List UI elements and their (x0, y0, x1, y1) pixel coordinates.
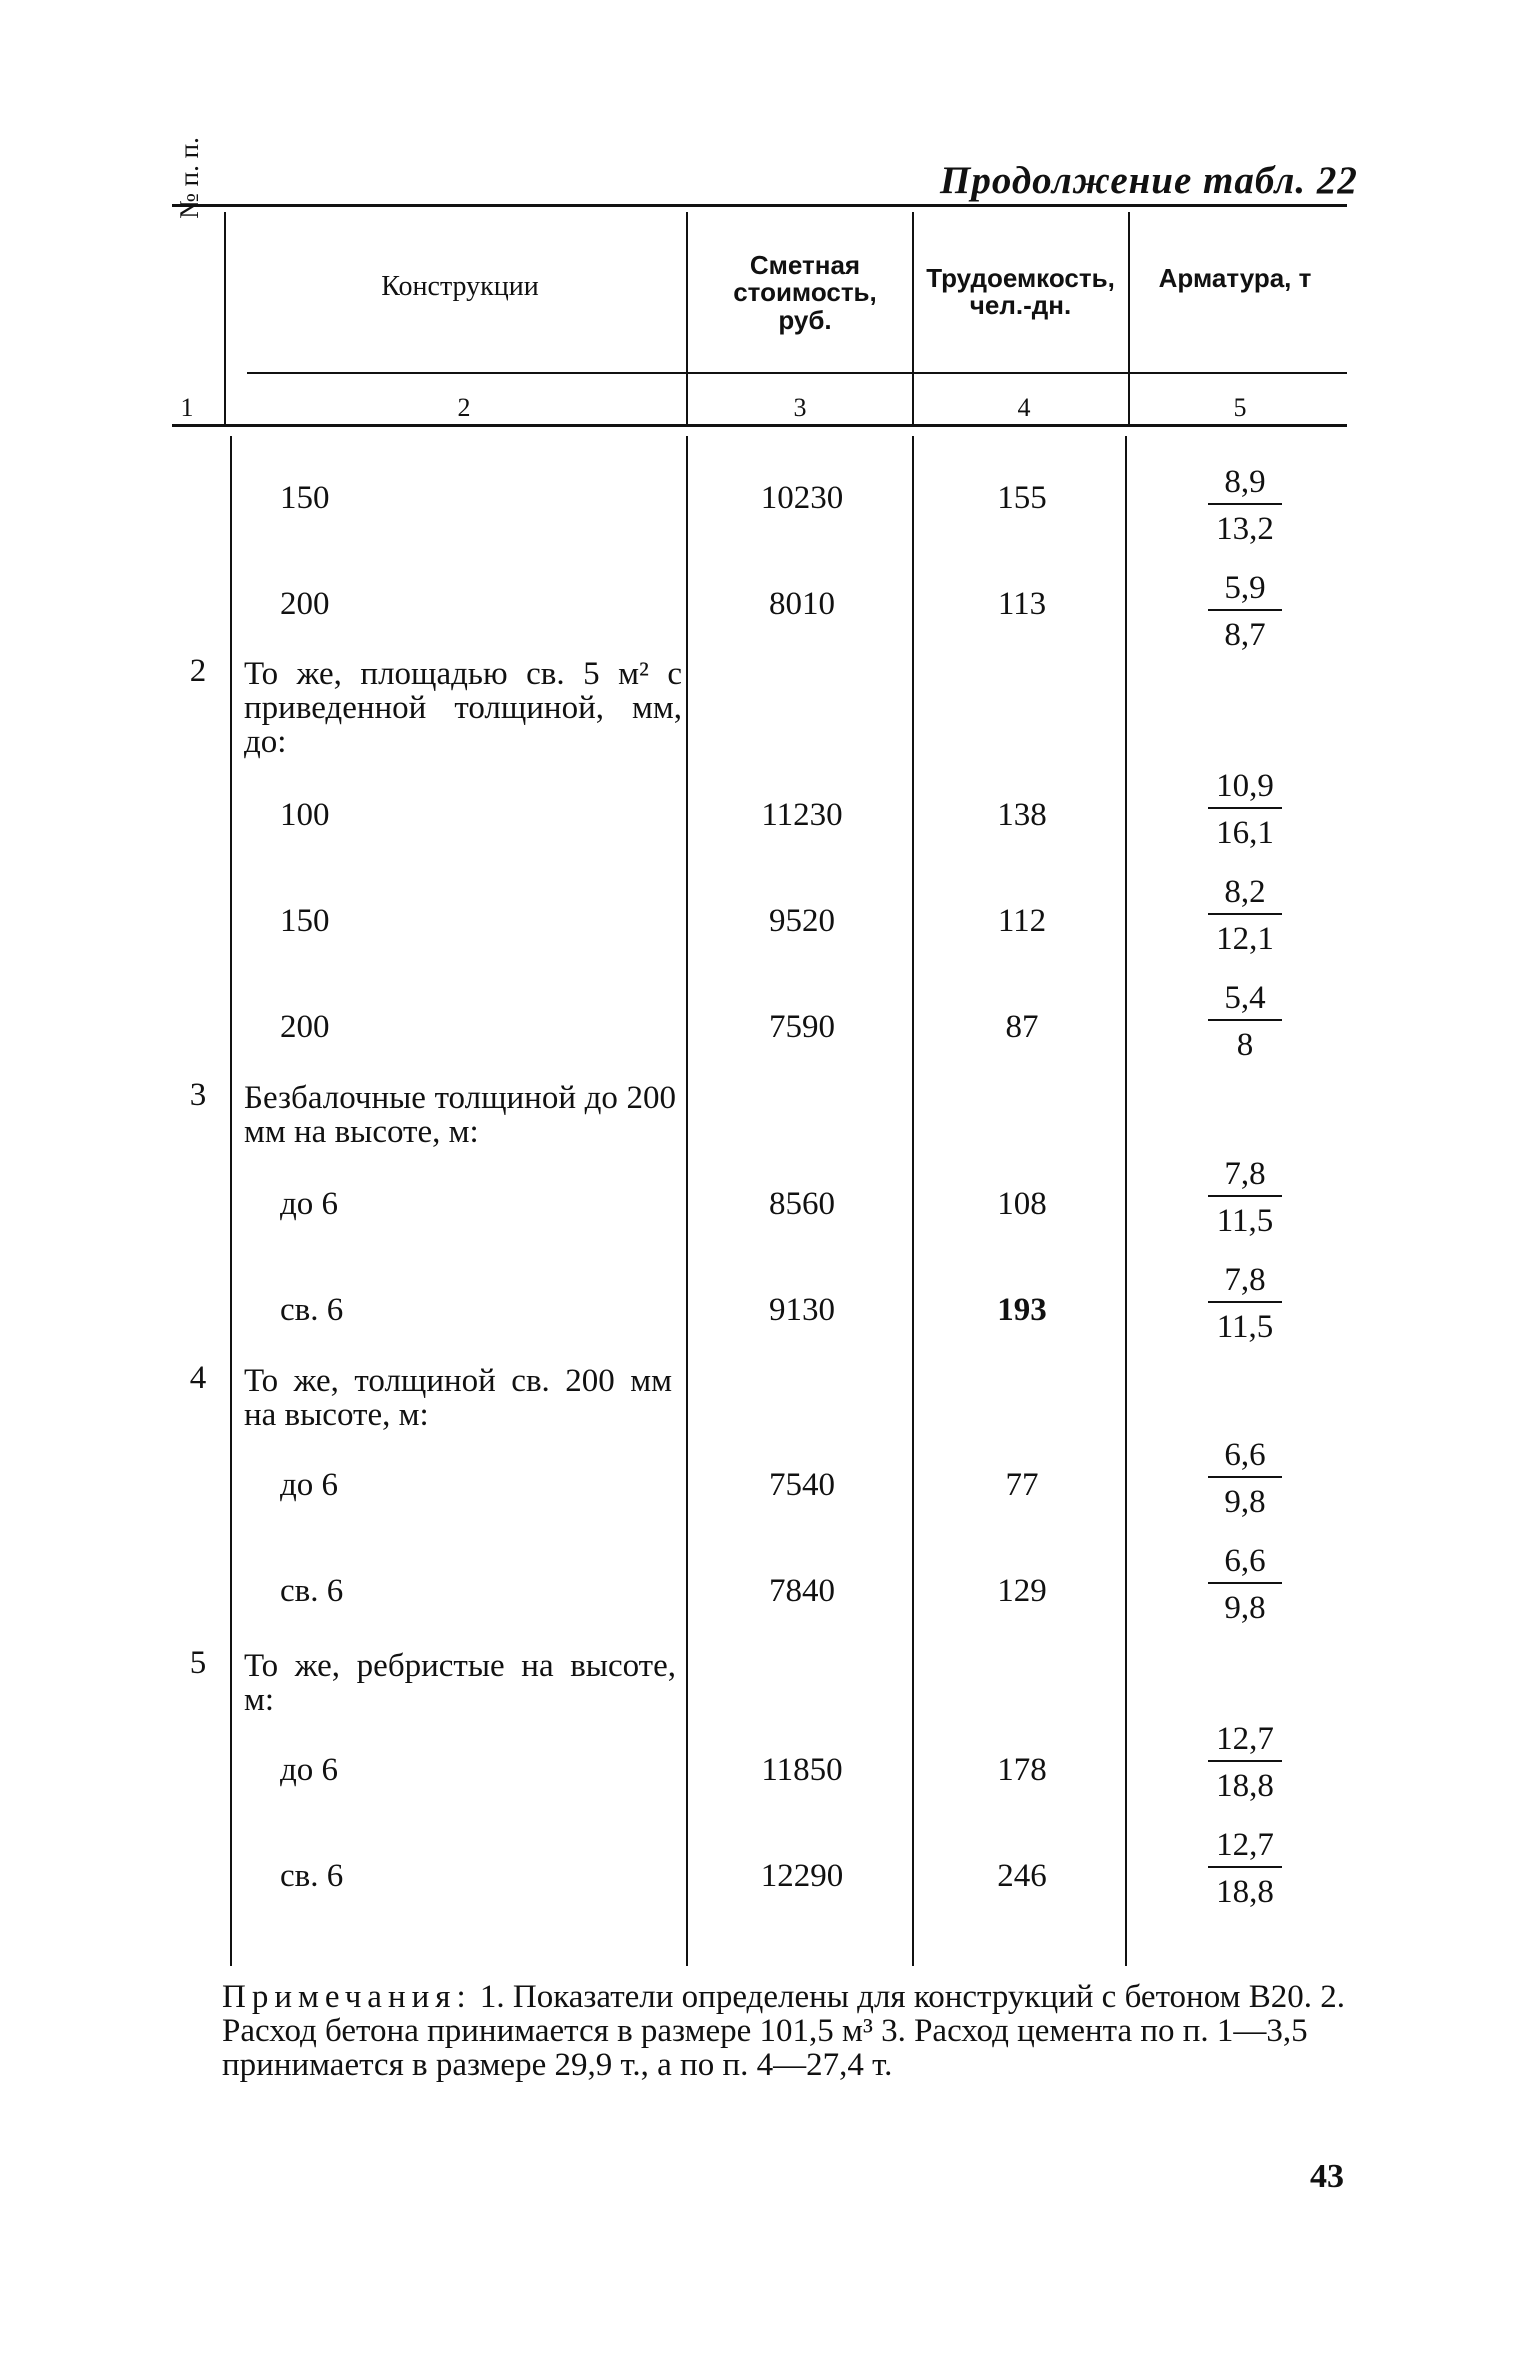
body-divider-3 (912, 436, 914, 1966)
rebar-denominator: 11,5 (1216, 1309, 1274, 1345)
rebar-fraction (1170, 1540, 1320, 1632)
rebar-fraction (1170, 461, 1320, 553)
cost-value: 7540 (769, 1467, 835, 1503)
labor-value: 178 (997, 1752, 1047, 1788)
group-description: То же, толщиной св. 200 мм на высоте, м: (244, 1363, 672, 1433)
labor-value: 77 (1005, 1467, 1039, 1503)
notes-text: 1. Показатели определены для конструкций с бетоном В20. 2. Расход бетона принимается в размере 101,5 м³ 3. Расход цемента по п. 1—3,5 принимается в размере 29,9 т., а по п. 4—27,4 т. (222, 1979, 1345, 2083)
rebar-numerator: 8,2 (1208, 871, 1282, 915)
rebar-fraction (1170, 1259, 1320, 1351)
rebar-numerator: 12,7 (1208, 1718, 1282, 1762)
rebar-fraction (1170, 1718, 1320, 1810)
rebar-denominator: 8 (1236, 1027, 1254, 1063)
table-continuation-title: Продолжение табл. 22 (940, 159, 1358, 202)
cost-value: 7590 (769, 1009, 835, 1045)
cost-value: 8560 (769, 1186, 835, 1222)
header-row-number: № п. п. (174, 137, 204, 219)
labor-value: 108 (997, 1186, 1047, 1222)
rebar-numerator: 7,8 (1208, 1259, 1282, 1303)
rebar-fraction (1170, 567, 1320, 659)
row-label: 200 (280, 586, 330, 622)
rebar-fraction (1170, 765, 1320, 857)
cost-value: 10230 (760, 480, 844, 516)
rebar-denominator: 13,2 (1216, 511, 1274, 547)
labor-value: 113 (997, 586, 1047, 622)
column-number: 1 (180, 393, 194, 422)
rebar-fraction (1170, 977, 1320, 1069)
cost-value: 11230 (761, 797, 843, 833)
labor-value: 112 (997, 903, 1047, 939)
row-label: до 6 (280, 1186, 339, 1222)
group-number: 5 (189, 1645, 207, 1681)
header-divider-2 (686, 212, 688, 424)
row-label: 100 (280, 797, 330, 833)
header-divider-1 (224, 212, 226, 424)
row-label: до 6 (280, 1467, 339, 1503)
rebar-denominator: 9,8 (1224, 1484, 1266, 1520)
row-label: 150 (280, 903, 330, 939)
table-notes (222, 1980, 1354, 2082)
rebar-numerator: 10,9 (1208, 765, 1282, 809)
group-description: То же, площадью св. 5 м² с приведенной толщиной, мм, до: (244, 656, 682, 760)
group-number: 3 (189, 1077, 207, 1113)
header-cost: Сметная стоимость, руб. (733, 250, 877, 335)
cost-value: 12290 (760, 1858, 844, 1894)
notes-heading: Примечания: (222, 1979, 472, 2015)
row-label: 200 (280, 1009, 330, 1045)
cost-value: 8010 (769, 586, 835, 622)
cost-value: 9130 (769, 1292, 835, 1328)
rebar-numerator: 8,9 (1208, 461, 1282, 505)
table-top-rule (172, 204, 1347, 207)
labor-value: 246 (997, 1858, 1047, 1894)
labor-value: 193 (997, 1292, 1047, 1328)
row-label: св. 6 (280, 1292, 344, 1328)
header-labor: Трудоемкость, чел.-дн. (926, 263, 1115, 321)
body-divider-1 (230, 436, 232, 1966)
cost-value: 7840 (769, 1573, 835, 1609)
rebar-denominator: 9,8 (1224, 1590, 1266, 1626)
body-divider-2 (686, 436, 688, 1966)
cost-value: 11850 (761, 1752, 843, 1788)
group-description: То же, ребристые на высоте, м: (244, 1648, 676, 1718)
rebar-denominator: 18,8 (1216, 1874, 1274, 1910)
header-construction: Конструкции (381, 271, 539, 302)
header-bottom-rule (247, 372, 1347, 374)
rebar-numerator: 5,4 (1208, 977, 1282, 1021)
rebar-fraction (1170, 1434, 1320, 1526)
rebar-numerator: 6,6 (1208, 1540, 1282, 1584)
group-description: Безбалочные толщиной до 200 мм на высоте, м: (244, 1080, 676, 1150)
rebar-numerator: 7,8 (1208, 1153, 1282, 1197)
row-label: 150 (280, 480, 330, 516)
header-rebar: Арматура, т (1158, 263, 1312, 293)
page-number: 43 (1310, 2158, 1344, 2195)
labor-value: 138 (997, 797, 1047, 833)
rebar-fraction (1170, 1824, 1320, 1916)
column-number: 5 (1233, 393, 1247, 422)
rebar-fraction (1170, 871, 1320, 963)
column-number: 2 (457, 393, 471, 422)
rebar-numerator: 5,9 (1208, 567, 1282, 611)
rebar-denominator: 16,1 (1216, 815, 1274, 851)
column-number: 4 (1017, 393, 1031, 422)
rebar-denominator: 12,1 (1216, 921, 1274, 957)
group-number: 4 (189, 1360, 207, 1396)
group-number: 2 (189, 653, 207, 689)
row-label: св. 6 (280, 1573, 344, 1609)
rebar-denominator: 8,7 (1224, 617, 1266, 653)
rebar-denominator: 18,8 (1216, 1768, 1274, 1804)
rebar-fraction (1170, 1153, 1320, 1245)
labor-value: 129 (997, 1573, 1047, 1609)
rebar-denominator: 11,5 (1216, 1203, 1274, 1239)
row-label: до 6 (280, 1752, 339, 1788)
labor-value: 87 (1005, 1009, 1039, 1045)
rebar-numerator: 6,6 (1208, 1434, 1282, 1478)
column-number-rule (172, 424, 1347, 427)
column-number: 3 (793, 393, 807, 422)
rebar-numerator: 12,7 (1208, 1824, 1282, 1868)
row-label: св. 6 (280, 1858, 344, 1894)
cost-value: 9520 (769, 903, 835, 939)
labor-value: 155 (997, 480, 1047, 516)
body-divider-4 (1125, 436, 1127, 1966)
